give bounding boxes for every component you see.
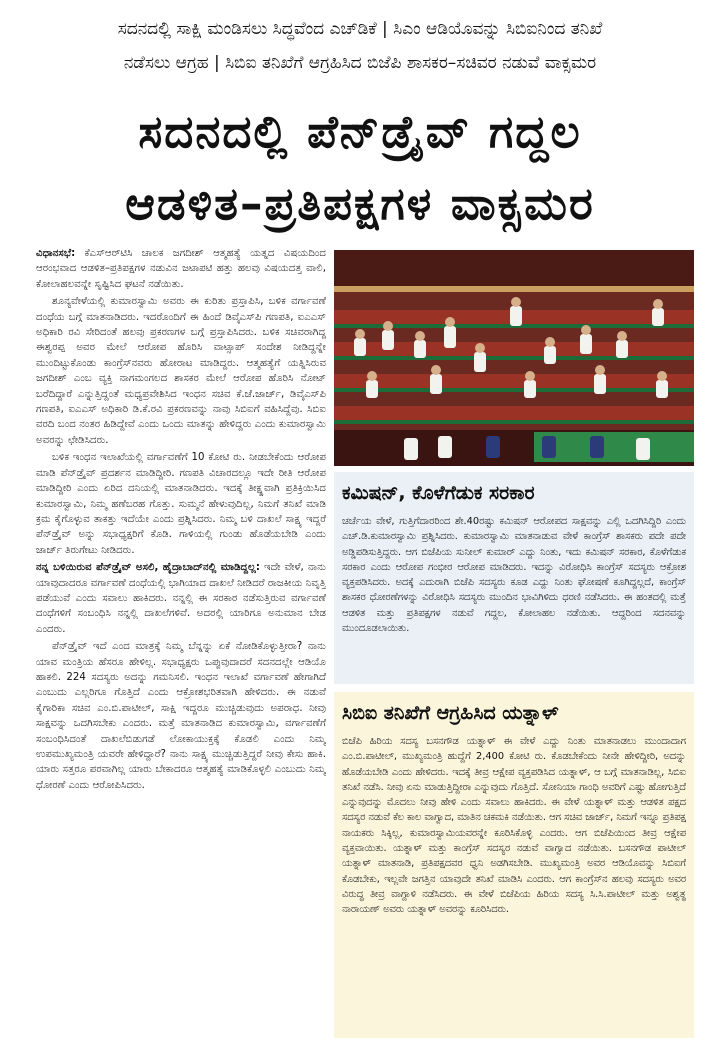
article-paragraph: ಪೆನ್‌ಡ್ರೈವ್ ಇದೆ ಎಂದ ಮಾತ್ರಕ್ಕೆ ನಿಮ್ಮ ಬೆನ್ನನ್ನು ಏಕೆ ನೋಡಿಕೊಳ್ಳುತ್ತೀರಾ? ನಾನು ಯಾವ ಮಂತ್ರಿಯ ಹೆಸರೂ ಹೇಳಿಲ್ಲ. ಸಭಾಧ್ಯಕ್ಷರು ಒಪ್ಪುವುದಾದರೆ ಸದನದಲ್ಲೇ ಆಡಿಯೊ ಹಾಕಲಿ. 224 ಸದಸ್ಯರು ಅದನ್ನು ಗಮನಿಸಲಿ. ಇಂಧನ ಇಲಾಖೆ ವರ್ಗಾವಣೆ ಹೇಗಾಗಿದೆ ಎಂಬುದು ಎಲ್ಲರಿಗೂ ಗೊತ್ತಿದೆ ಎಂದು ಆಕ್ರೋಶಭರಿತವಾಗಿ ಹೇಳಿದರು. ಈ ನಡುವೆ ಕೈಗಾರಿಕಾ ಸಚಿವ ಎಂ.ಬಿ.ಪಾಟೀಲ್, ಸಾಕ್ಷಿ ಇದ್ದರೂ ಮುಚ್ಚಿಡುವುದು ಅಪರಾಧ. ನೀವು ಸಾಕ್ಷವನ್ನು ಒದಗಿಸಬೇಕು ಎಂದರು. ಮತ್ತೆ ಮಾತನಾಡಿದ ಕುಮಾರಸ್ವಾಮಿ, ವರ್ಗಾವಣೆಗೆ ಸಂಬಂಧಿಸಿದಂತೆ ದಾಖಲೆಬಿಡುಗಡೆ ಲೋಕಾಯುಕ್ತಕ್ಕೆ ಕೊಡಲಿ ಎಂದು ನಿಮ್ಮ ಉಪಮುಖ್ಯಮಂತ್ರಿ ಯವರೇ ಹೇಳಿದ್ದಾರೆ? ನಾನು ಸಾಕ್ಷ್ಯ ಮುಚ್ಚಿಡುತ್ತಿದ್ದರೆ ನೀವು ಕೇಸು ಹಾಕಿ. ಯಾರು ಸತ್ತರೂ ಪರವಾಗಿಲ್ಲ ಯಾರು ಬೇಕಾದರೂ ಆತ್ಮಹತ್ಯೆ ಮಾಡಿಕೊಳ್ಳಲಿ ಎಂಬುದು ನಿಮ್ಮ ಧೋರಣೆ ಎಂದು ಆರೋಪಿಸಿದರು. (36, 641, 326, 791)
paragraph-text: ಕೆಎಸ್‌ಆರ್‌ಟಿಸಿ ಚಾಲಕ ಜಗದೀಶ್ ಆತ್ಮಹತ್ಯೆ ಯತ್ನದ ವಿಷಯದಿಂದ ಆರಂಭವಾದ ಆಡಳಿತ–ಪ್ರತಿಪಕ್ಷಗಳ ನಡುವಿನ ಜಟಾಪಟಿ ಹತ್ತು ಹಲವು ವಿಷಯದತ್ತ ವಾಲಿ, ಕೋಲಾಹಲವನ್ನೇ ಸೃಷ್ಟಿಸಿದ ಘಟನೆ ನಡೆಯಿತು. (36, 248, 326, 290)
box-body: ಚರ್ಚೆಯ ವೇಳೆ, ಗುತ್ತಿಗೆದಾರರಿಂದ ಶೇ.40ರಷ್ಟು ಕಮಿಷನ್ ಆರೋಪದ ಸಾಕ್ಷವನ್ನು ಎಲ್ಲಿ ಒದಗಿಸಿದ್ದಿರಿ ಎಂದು ಎಚ್.ಡಿ.ಕುಮಾರಸ್ವಾಮಿ ಪ್ರಶ್ನಿಸಿದರು. ಕುಮಾರಸ್ವಾಮಿ ಮಾತನಾಡುವ ವೇಳೆ ಕಾಂಗ್ರೆಸ್ ಶಾಸಕರು ಪದೇ ಪದೇ ಅಡ್ಡಿಪಡಿಸುತ್ತಿದ್ದರು. ಆಗ ಬಿಜೆಪಿಯ ಸುನೀಲ್ ಕುಮಾರ್ ಎದ್ದು ನಿಂತು, ಇದು ಕಮಿಷನ್ ಸರಕಾರ, ಕೊಳೆಗೆಡುಕ ಸರಕಾರ ಎಂದು ಆರೋಪ ಗಂಭೀರ ಆರೋಪ ಮಾಡಿದರು. ಇದನ್ನು ವಿರೋಧಿಸಿ ಕಾಂಗ್ರೆಸ್ ಸದಸ್ಯರು ಆಕ್ರೋಶ ವ್ಯಕ್ತಪಡಿಸಿದರು. ಅದಕ್ಕೆ ಎದುರಾಗಿ ಬಿಜೆಪಿ ಸದಸ್ಯರು ಕೂಡ ಎದ್ದು ನಿಂತು ಘೋಷಣೆ ಕೂಗಿದ್ದಲ್ಲದೆ, ಕಾಂಗ್ರೆಸ್ ಶಾಸಕರ ಧೋರಣೆಗಳನ್ನು ವಿರೋಧಿಸಿ ಸದಸ್ಯರು ಮುಂದಿನ ಭಾವಿಗಿಳಿದು ಧರಣಿ ನಡೆಸಿದರು. ಈ ಹಂತದಲ್ಲಿ ಮತ್ತೆ ಆಡಳಿತ ಮತ್ತು ಪ್ರತಿಪಕ್ಷಗಳ ನಡುವೆ ಗದ್ದಲ, ಕೋಲಾಹಲ ನಡೆಯಿತು. ಆದ್ದರಿಂದ ಸದನವನ್ನು ಮುಂದೂಡಲಾಯಿತು. (342, 516, 686, 635)
headline (0, 96, 720, 240)
box-body: ಬಿಜೆಪಿ ಹಿರಿಯ ಸದಸ್ಯ ಬಸನಗೌಡ ಯತ್ನಾಳ್ ಈ ವೇಳೆ ಎದ್ದು ನಿಂತು ಮಾತನಾಡಲು ಮುಂದಾದಾಗ ಎಂ.ಬಿ.ಪಾಟೀಲ್, ಮುಖ್ಯಮಂತ್ರಿ ಹುದ್ದೆಗೆ 2,400 ಕೋಟಿ ರು. ಕೊಡಬೇಕೆಂದು ನೀನೇ ಹೇಳಿದ್ದೀರಿ, ಅದನ್ನು ಹೊಡೆಯಬೇಡಿ ಎಂದು ಹೇಳಿದರು. ಇದಕ್ಕೆ ತೀವ್ರ ಆಕ್ಷೇಪ ವ್ಯಕ್ತಪಡಿಸಿದ ಯತ್ನಾಳ್, ಆ ಬಗ್ಗೆ ಮಾತನಾಡಿಲ್ಲ, ಸಿಬಿಐ ತನಿಖೆ ನಡೆಸಿ. ನೀವು ಏನು ಮಾಡುತ್ತಿದ್ದೀರಾ ಎನ್ನುವುದು ಗೊತ್ತಿದೆ. ಸೋನಿಯಾ ಗಾಂಧಿ ಅವರಿಗೆ ಎಷ್ಟು ಹೋಗುತ್ತಿದೆ ಎನ್ನುವುದನ್ನು ಮೊದಲು ನೀವು ಹೇಳಿ ಎಂದು ಸವಾಲು ಹಾಕಿದರು. ಈ ವೇಳೆ ಯತ್ನಾಳ್ ಮತ್ತು ಆಡಳಿತ ಪಕ್ಷದ ಸದಸ್ಯರ ನಡುವೆ ಕೆಲ ಕಾಲ ವಾಗ್ವಾದ, ಮಾತಿನ ಚಕಮಕಿ ನಡೆಯಿತು. ಆಗ ಸಚಿವ ಜಾರ್ಜ್, ನಿಮಗೆ ಇನ್ನೂ ಪ್ರತಿಪಕ್ಷ ನಾಯಕರು ಸಿಕ್ಕಿಲ್ಲ, ಕುಮಾರಸ್ವಾಮಿಯವರನ್ನೇ ಕೂರಿಸಿಕೊಳ್ಳಿ ಎಂದರು. ಆಗ ಬಿಜೆಪಿಯಿಂದ ತೀವ್ರ ಆಕ್ಷೇಪ ವ್ಯಕ್ತವಾಯಿತು. ಯತ್ನಾಳ್ ಮತ್ತು ಕಾಂಗ್ರೆಸ್ ಸದಸ್ಯರ ನಡುವೆ ವಾಗ್ವಾದ ನಡೆಯಿತು. ಬಸನಗೌಡ ಪಾಟೀಲ್ ಯತ್ನಾಳ್ ಮಾತನಾಡಿ, ಪ್ರತಿಪಕ್ಷದವರ ಧ್ವನಿ ಅಡಗಿಸಬೇಡಿ. ಮುಖ್ಯಮಂತ್ರಿ ಅವರ ಆಡಿಯೊವನ್ನು ಸಿಬಿಐಗೆ ಕೊಡಬೇಕು, ಇಲ್ಲವೇ ಜಗತ್ತಿನ ಯಾವುದೇ ತನಿಖೆ ಮಾಡಿಸಿ ಎಂದರು. ಆಗ ಕಾಂಗ್ರೆಸ್‌ನ ಹಲವು ಸದಸ್ಯರು ಅವರ ವಿರುದ್ಧ ತೀವ್ರ ವಾಗ್ದಾಳಿ ನಡೆಸಿದರು. ಈ ವೇಳೆ ಬಿಜೆಪಿಯ ಹಿರಿಯ ಸದಸ್ಯ ಸಿ.ಸಿ.ಪಾಟೀಲ್ ಮತ್ತು ಅಶ್ವತ್ಥ ನಾರಾಯಣ್ ಅವರು ಯತ್ನಾಳ್ ಅವರನ್ನು ಕೂರಿಸಿದರು. (342, 736, 686, 916)
headline-line-1: ಸದನದಲ್ಲಿ ಪೆನ್‌ಡ್ರೈವ್ ಗದ್ದಲ (138, 105, 582, 158)
assembly-photo-illustration (334, 250, 694, 466)
subheading: ನನ್ನ ಬಳಿಯಿರುವ ಪೆನ್‌ಡ್ರೈವ್ ಅಸಲಿ, ಹೈದ್ರಾಬಾದ್‌ನಲ್ಲಿ ಮಾಡಿದ್ದಲ್ಲ: (36, 562, 260, 574)
article-paragraph (36, 246, 326, 292)
paragraph-text: ಇದೇ ವೇಳೆ, ನಾನು ಯಾವುದಾದರೂ ವರ್ಗಾವಣೆ ದಂಧೆಯಲ್ಲಿ ಭಾಗಿಯಾದ ದಾಖಲೆ ನೀಡಿದರೆ ರಾಜಕೀಯ ನಿವೃತ್ತಿ ಪಡೆಯುವೆ ಎಂದು ಸವಾಲು ಹಾಕಿದರು. ನನ್ನಲ್ಲಿ ಈ ಸರಕಾರ ನಡೆಸುತ್ತಿರುವ ವರ್ಗಾವಣೆ ದಂಧೆಗಳಿಗೆ ಸಂಬಂಧಿಸಿ ನನ್ನಲ್ಲಿ ದಾಖಲೆಗಳಿವೆ. ಅದರಲ್ಲಿ ಯಾರಿಗೂ ಅನುಮಾನ ಬೇಡ ಎಂದರು. (36, 562, 326, 635)
kicker-line-1: ಸದನದಲ್ಲಿ ಸಾಕ್ಷಿ ಮಂಡಿಸಲು ಸಿದ್ಧವೆಂದ ಎಚ್‌ಡಿಕೆ | ಸಿಎಂ ಆಡಿಯೊವನ್ನು ಸಿಬಿಐನಿಂದ ತನಿಖೆ (117, 19, 603, 39)
sidebar-box-commission (334, 472, 694, 684)
article-paragraph (36, 560, 326, 637)
article-paragraph: ಶೂನ್ಯವೇಳೆಯಲ್ಲಿ ಕುಮಾರಸ್ವಾಮಿ ಅವರು ಈ ಕುರಿತು ಪ್ರಸ್ತಾಪಿಸಿ, ಬಳಿಕ ವರ್ಗಾವಣೆ ದಂಧೆಯ ಬಗ್ಗೆ ಮಾತನಾಡಿದರು. ಇದರೊಂದಿಗೆ ಈ ಹಿಂದೆ ಡಿವೈಎಸ್‌ಪಿ ಗಣಪತಿ, ಐಎಎಸ್ ಅಧಿಕಾರಿ ರವಿ ಸೇರಿದಂತೆ ಹಲವು ಪ್ರಕರಣಗಳ ಬಗ್ಗೆ ಪ್ರಸ್ತಾಪಿಸಿದರು. ಬಳಿಕ ಸಚಿವರಾಗಿದ್ದ ಈಶ್ವರಪ್ಪ ಅವರ ಮೇಲೆ ಆರೋಪ ಹೊರಿಸಿ ವಾಟ್ಸಾಪ್ ಸಂದೇಶ ನೀಡಿದ್ದನ್ನೇ ಮುಂದಿಟ್ಟುಕೊಂಡು ಕಾಂಗ್ರೆಸ್‌ನವರು ಹೋರಾಟ ಮಾಡಿದ್ದರು. ಆತ್ಮಹತ್ಯೆಗೆ ಯತ್ನಿಸಿರುವ ಜಗದೀಶ್ ಎಂಬ ವ್ಯಕ್ತಿ ನಾಗಮಂಗಲದ ಶಾಸಕರ ಮೇಲೆ ಆರೋಪ ಹೊರಿಸಿ ನೋಟ್ ಬರೆದಿದ್ದಾರೆ ಎನ್ನುತ್ತಿದ್ದಂತೆ ಮಧ್ಯಪ್ರವೇಶಿಸಿದ ಇಂಧನ ಸಚಿವ ಕೆ.ಜೆ.ಜಾರ್ಜ್, ಡಿವೈಎಸ್‌ಪಿ ಗಣಪತಿ, ಐಎಎಸ್ ಅಧಿಕಾರಿ ಡಿ.ಕೆ.ರವಿ ಪ್ರಕರಣವನ್ನು ನಾವು ಸಿಬಿಐಗೆ ವಹಿಸಿದ್ದೆವು. ಸಿಬಿಐ ವರದಿ ಬಂದ ನಂತರ ಹಿಡಿದ್ದೇವೆ ಎಂದು ಒಂದು ಮಾತನ್ನು ಹೇಳಿದ್ದರು ಎಂದು ಕುಮಾರಸ್ವಾಮಿ ಅವರನ್ನು ಛೇಡಿಸಿದರು. (36, 296, 326, 446)
sidebar-box-cbi (334, 692, 694, 1038)
box-title: ಸಿಬಿಐ ತನಿಖೆಗೆ ಆಗ್ರಹಿಸಿದ ಯತ್ನಾಳ್ (342, 702, 559, 724)
article-paragraph: ಬಳಿಕ ಇಂಧನ ಇಲಾಖೆಯಲ್ಲಿ ವರ್ಗಾವಣೆಗೆ 10 ಕೋಟಿ ರು. ನೀಡಬೇಕೆಂದು ಆರೋಪ ಮಾಡಿ ಪೆನ್‌ಡ್ರೈವ್ ಪ್ರದರ್ಶನ ಮಾಡಿದ್ದೀರಿ. ಗಣಪತಿ ವಿಚಾರದಲ್ಲೂ ಇದೇ ರೀತಿ ಆರೋಪ ಮಾಡಿದ್ದೀರಿ ಎಂದು ಏರಿದ ದನಿಯಲ್ಲಿ ಮಾತನಾಡಿದರು. ಇದಕ್ಕೆ ತೀಕ್ಷ್ಣವಾಗಿ ಪ್ರತಿಕ್ರಿಯಿಸಿದ ಕುಮಾರಸ್ವಾಮಿ, ನಿಮ್ಮ ಹಣೆಬರಹ ಗೊತ್ತು. ಸುಮ್ಮನೆ ಹೇಳುವುದಿಲ್ಲ, ನಿಮಗೆ ತನಿಖೆ ಮಾಡಿ ಕ್ರಮ ಕೈಗೊಳ್ಳುವ ತಾಕತ್ತು ಇದೆಯೇ ಎಂದು ಪ್ರಶ್ನಿಸಿದರು. ನಿಮ್ಮ ಬಳಿ ದಾಖಲೆ ಸಾಕ್ಷ್ಯ ಇದ್ದರೆ ಪೆನ್‌ಡ್ರೈವ್ ಅನ್ನು ಸಭಾಧ್ಯಕ್ಷರಿಗೆ ಕೊಡಿ. ಗಾಳಿಯಲ್ಲಿ ಗುಂಡು ಹೊಡೆಯಬೇಡಿ ಎಂದು ಜಾರ್ಜ್ ತಿರುಗೇಟು ನೀಡಿದರು. (36, 452, 326, 556)
article-body (36, 246, 326, 1036)
assembly-photo (334, 250, 694, 466)
kicker-line-2: ನಡೆಸಲು ಆಗ್ರಹ | ಸಿಬಿಐ ತನಿಖೆಗೆ ಆಗ್ರಹಿಸಿದ ಬಿಜೆಪಿ ಶಾಸಕರ–ಸಚಿವರ ನಡುವೆ ವಾಕ್ಸಮರ (123, 53, 597, 73)
headline-line-2: ಆಡಳಿತ–ಪ್ರತಿಪಕ್ಷಗಳ ವಾಕ್ಸಮರ (125, 177, 595, 230)
box-title: ಕಮಿಷನ್, ಕೊಳೆಗೆಡುಕ ಸರಕಾರ (342, 482, 535, 504)
dateline: ವಿಧಾನಸಭೆ: (36, 248, 76, 259)
kicker (0, 12, 720, 80)
